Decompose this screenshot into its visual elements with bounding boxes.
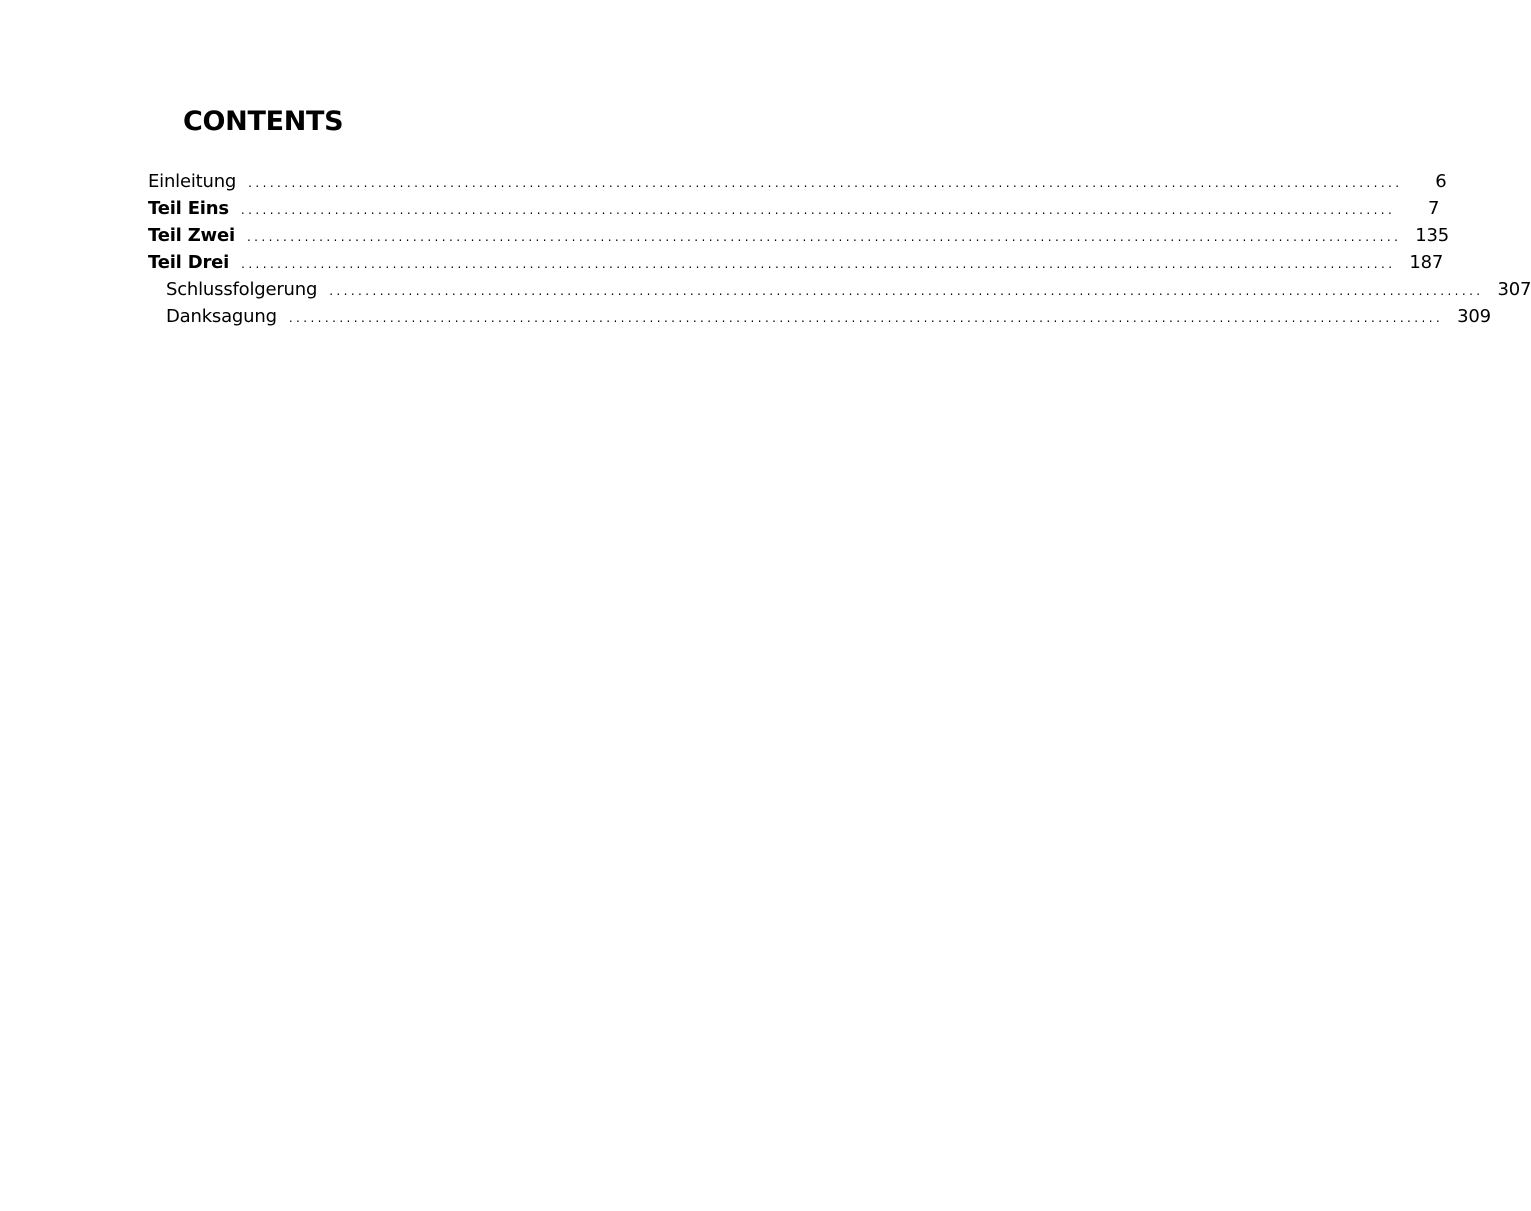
page-title: CONTENTS bbox=[183, 106, 344, 137]
toc-entry-page-number: 187 bbox=[1409, 252, 1444, 273]
toc-entry-page-number: 7 bbox=[1427, 198, 1440, 219]
toc-entry-page-number: 309 bbox=[1457, 306, 1491, 327]
toc-entry-label: Einleitung bbox=[148, 171, 237, 192]
dot-leader: ................................................................................................................................................................ bbox=[241, 257, 1396, 271]
dot-leader: ................................................................................................................................................................ bbox=[329, 284, 1484, 298]
toc-entry-schlussfolgerung bbox=[148, 276, 1531, 303]
toc-entry-danksagung bbox=[148, 303, 1491, 330]
toc-entry-teil-zwei bbox=[148, 222, 1450, 249]
toc-entry-teil-drei bbox=[148, 249, 1444, 276]
toc-entry-label: Teil Eins bbox=[148, 198, 229, 219]
toc-entry-label: Danksagung bbox=[166, 306, 277, 327]
toc-entry-page-number: 135 bbox=[1415, 225, 1450, 246]
toc-entry-page-number: 307 bbox=[1497, 279, 1531, 300]
toc-entry-label: Schlussfolgerung bbox=[166, 279, 318, 300]
dot-leader: ................................................................................................................................................................ bbox=[248, 176, 1403, 190]
toc-entry-einleitung bbox=[148, 168, 1447, 195]
toc-entry-teil-eins bbox=[148, 195, 1440, 222]
dot-leader: ................................................................................................................................................................ bbox=[240, 203, 1396, 217]
toc-entry-label: Teil Zwei bbox=[148, 225, 235, 246]
table-of-contents bbox=[148, 168, 1531, 330]
toc-entry-label: Teil Drei bbox=[148, 252, 230, 273]
toc-entry-page-number: 6 bbox=[1435, 171, 1447, 192]
dot-leader: ................................................................................................................................................................ bbox=[246, 230, 1402, 244]
dot-leader: ................................................................................................................................................................ bbox=[288, 311, 1444, 325]
